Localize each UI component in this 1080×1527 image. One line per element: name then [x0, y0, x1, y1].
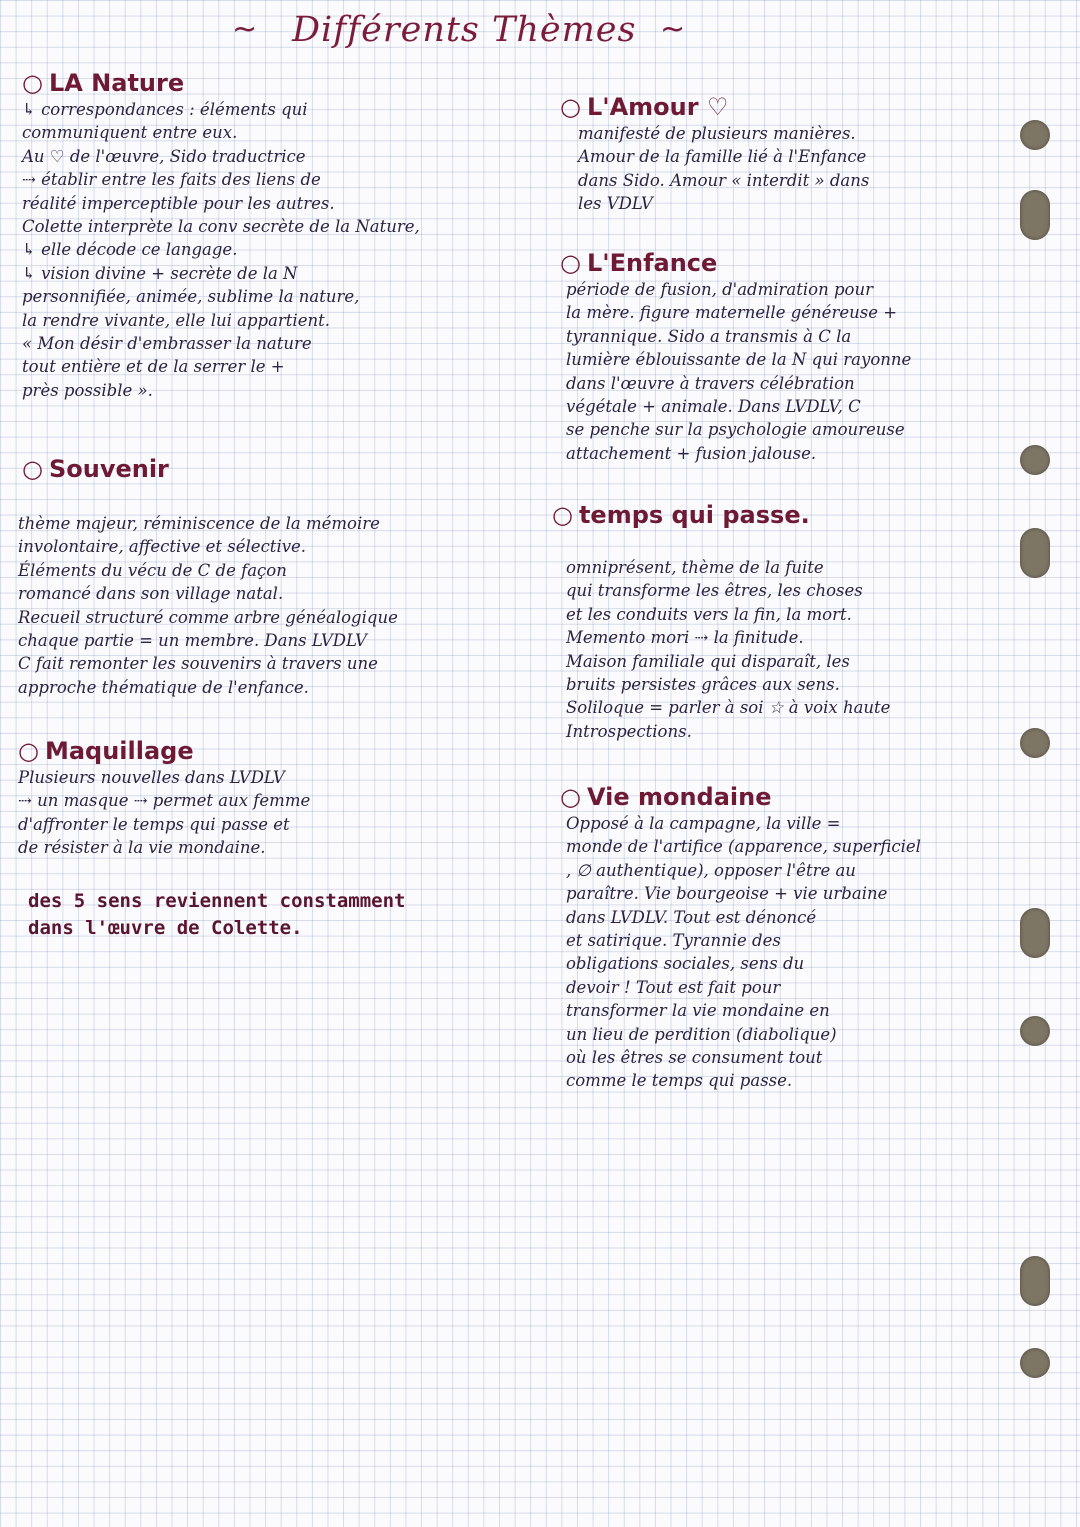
binder-hole [1020, 908, 1050, 958]
section-maquillage [18, 736, 538, 860]
text-line: bruits persistes grâces aux sens. [566, 675, 840, 695]
text-line: la rendre vivante, elle lui appartient. [22, 310, 330, 330]
text-line: omniprésent, thème de la fuite [566, 558, 824, 577]
text-line: tout entière et de la serrer le + [22, 357, 285, 377]
section-body [18, 512, 548, 699]
text-line: dans l'œuvre à travers célébration [566, 373, 855, 393]
note-body [28, 888, 548, 942]
section-temps-body [566, 556, 1026, 743]
bullet-icon: ○ [560, 783, 581, 811]
section-heading [22, 68, 542, 98]
text-line: Éléments du vécu de C de façon [18, 560, 287, 580]
text-line: Amour de la famille lié à l'Enfance [578, 147, 867, 167]
section-body [560, 812, 1030, 1093]
heading-text: Vie mondaine [586, 783, 772, 811]
text-line: dans LVDLV. Tout est dénoncé [566, 907, 817, 927]
section-heading [560, 92, 1010, 122]
bullet-icon: ○ [552, 501, 573, 529]
text-line: Plusieurs nouvelles dans LVDLV [18, 768, 285, 787]
section-sens-note [28, 888, 548, 942]
section-enfance [560, 248, 1020, 465]
text-line: communiquent entre eux. [22, 123, 238, 143]
text-line: ↳ elle décode ce langage. [22, 240, 238, 260]
text-line: paraître. Vie bourgeoise + vie urbaine [566, 884, 888, 904]
text-line: d'affronter le temps qui passe et [18, 814, 290, 834]
page-title: Différents Thèmes [292, 10, 637, 50]
bullet-icon: ○ [560, 249, 581, 277]
text-line: ⇢ établir entre les faits des liens de [22, 170, 321, 190]
text-line: ↳ correspondances : éléments qui [22, 100, 308, 119]
text-line: Maison familiale qui disparaît, les [566, 651, 850, 671]
bullet-icon: ○ [18, 737, 39, 765]
text-line: se penche sur la psychologie amoureuse [566, 420, 905, 440]
text-line: les VDLV [578, 194, 653, 214]
section-body [18, 766, 538, 860]
section-heading [552, 500, 1022, 530]
bullet-icon: ○ [22, 455, 43, 483]
text-line: réalité imperceptible pour les autres. [22, 193, 335, 213]
text-line: ⇢ un masque ⇢ permet aux femme [18, 791, 311, 811]
text-line: personnifiée, animée, sublime la nature, [22, 287, 360, 307]
text-line: attachement + fusion jalouse. [566, 443, 817, 463]
text-line: monde de l'artifice (apparence, superficiel [566, 837, 921, 857]
section-heading [18, 736, 538, 766]
title-row [0, 6, 1080, 56]
binder-hole [1020, 445, 1050, 475]
text-line: transformer la vie mondaine en [566, 1001, 830, 1021]
text-line: Soliloque = parler à soi ☆ à voix haute [566, 698, 891, 718]
section-souvenir-body [18, 512, 548, 699]
binder-hole [1020, 1256, 1050, 1306]
section-vie-mondaine [560, 782, 1030, 1093]
text-line: un lieu de perdition (diabolique) [566, 1024, 837, 1044]
section-souvenir [22, 454, 542, 484]
heading-text: Maquillage [44, 737, 194, 765]
text-line: dans l'œuvre de Colette. [28, 917, 303, 939]
text-line: Colette interprète la conv secrète de la Nature, [22, 217, 420, 237]
text-line: lumière éblouissante de la N qui rayonne [566, 350, 912, 370]
section-body [22, 98, 542, 402]
section-amour [560, 92, 1010, 216]
text-line: tyrannique. Sido a transmis à C la [566, 326, 852, 346]
text-line: romancé dans son village natal. [18, 584, 284, 604]
binder-hole [1020, 120, 1050, 150]
heading-text: L'Enfance [586, 249, 718, 277]
text-line: végétale + animale. Dans LVDLV, C [566, 397, 861, 417]
bullet-icon: ○ [22, 69, 43, 97]
section-nature [22, 68, 542, 402]
section-temps [552, 500, 1022, 530]
binder-hole [1020, 1016, 1050, 1046]
text-line: Introspections. [566, 721, 692, 741]
section-body [560, 278, 1020, 465]
heading-text: LA Nature [48, 69, 185, 97]
section-body [566, 556, 1026, 743]
bullet-icon: ○ [560, 93, 581, 121]
text-line: dans Sido. Amour « interdit » dans [578, 170, 870, 190]
text-line: près possible ». [22, 380, 153, 400]
text-line: et les conduits vers la fin, la mort. [566, 604, 852, 624]
section-heading [560, 248, 1020, 278]
text-line: la mère. figure maternelle généreuse + [566, 303, 898, 323]
text-line: période de fusion, d'admiration pour [566, 280, 873, 299]
text-line: où les êtres se consument tout [566, 1048, 823, 1068]
tilde-left-decoration: ~ [232, 12, 258, 47]
text-line: Au ♡ de l'œuvre, Sido traductrice [22, 146, 306, 166]
section-heading [560, 782, 1030, 812]
section-heading [22, 454, 542, 484]
text-line: de résister à la vie mondaine. [18, 838, 266, 858]
heading-text: temps qui passe. [578, 501, 810, 529]
text-line: Opposé à la campagne, la ville = [566, 814, 841, 833]
text-line: obligations sociales, sens du [566, 954, 805, 974]
text-line: « Mon désir d'embrasser la nature [22, 334, 312, 354]
heading-text: Souvenir [48, 455, 169, 483]
text-line: Recueil structuré comme arbre généalogique [18, 607, 398, 627]
text-line: , ∅ authentique), opposer l'être au [566, 860, 856, 880]
binder-hole [1020, 190, 1050, 240]
text-line: Memento mori ⇢ la finitude. [566, 628, 804, 648]
heading-text: L'Amour ♡ [586, 93, 729, 121]
text-line: chaque partie = un membre. Dans LVDLV [18, 631, 367, 651]
tilde-right-decoration: ~ [660, 12, 686, 47]
text-line: manifesté de plusieurs manières. [578, 124, 856, 143]
text-line: involontaire, affective et sélective. [18, 537, 307, 557]
text-line: et satirique. Tyrannie des [566, 931, 781, 951]
text-line: thème majeur, réminiscence de la mémoire [18, 514, 380, 533]
text-line: comme le temps qui passe. [566, 1071, 793, 1091]
binder-hole [1020, 1348, 1050, 1378]
text-line: C fait remonter les souvenirs à travers une [18, 654, 378, 674]
text-line: devoir ! Tout est fait pour [566, 977, 781, 997]
text-line: approche thématique de l'enfance. [18, 677, 309, 697]
text-line: qui transforme les êtres, les choses [566, 581, 863, 601]
text-line: ↳ vision divine + secrète de la N [22, 263, 298, 283]
binder-hole [1020, 528, 1050, 578]
section-body [560, 122, 1010, 216]
text-line: des 5 sens reviennent constamment [28, 890, 406, 912]
binder-hole [1020, 728, 1050, 758]
